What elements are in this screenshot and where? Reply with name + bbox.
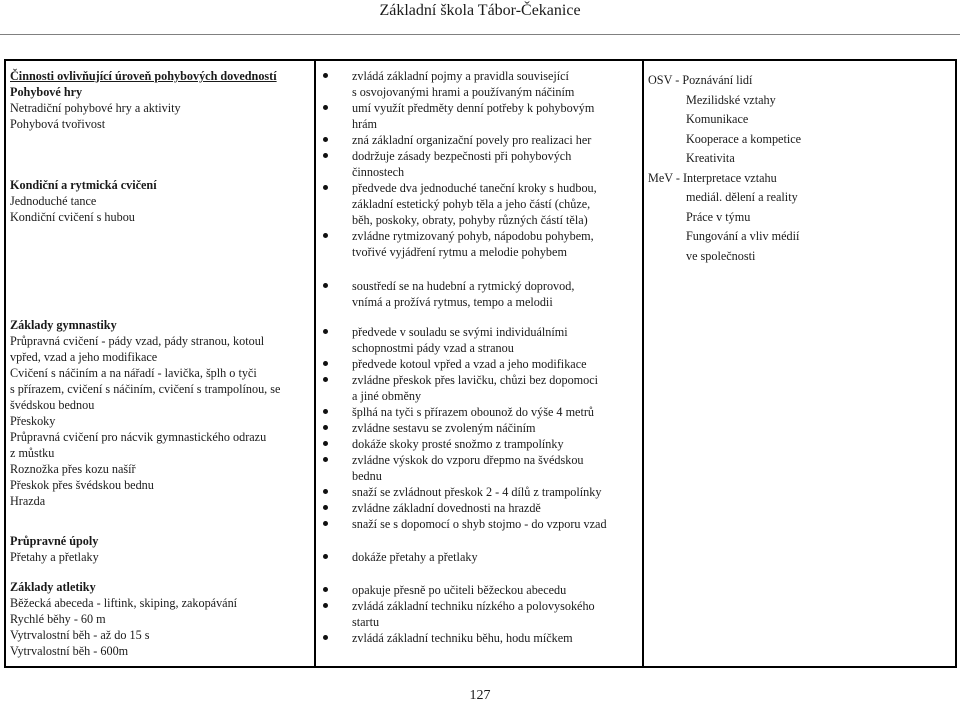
outcome-line: dodržuje zásady bezpečnosti při pohybových (352, 149, 572, 163)
outcomes-list-wrestling (320, 549, 478, 565)
outcome-item (320, 452, 607, 484)
outcome-line: dokáže skoky prosté snožmo z trampolínky (352, 437, 564, 451)
outcome-line: schopnostmi pády vzad a stranou (352, 341, 514, 355)
curriculum-line: Cvičení s náčiním a na nářadí - lavička, šplh o tyči (10, 366, 257, 380)
outcome-item (320, 516, 607, 532)
outcome-item (320, 278, 574, 310)
outcome-item (320, 180, 597, 228)
topic-subitem: Fungování a vliv médií (686, 229, 800, 243)
outcomes-list-gymnastics (320, 324, 607, 532)
table-bottom-border (4, 666, 957, 668)
curriculum-line: švédskou bednou (10, 398, 95, 412)
outcome-line: zvládne sestavu se zvoleným náčiním (352, 421, 536, 435)
outcome-item (320, 228, 597, 260)
curriculum-line: Vytrvalostní běh - až do 15 s (10, 628, 150, 642)
bullet-icon (323, 635, 328, 640)
curriculum-line: Přetahy a přetlaky (10, 550, 99, 564)
outcome-item (320, 372, 607, 404)
outcome-item (320, 148, 597, 180)
outcome-line: zvládne rytmizovaný pohyb, nápodobu pohybem, (352, 229, 594, 243)
outcome-item (320, 324, 607, 356)
outcome-line: zvládne výskok do vzporu dřepmo na švédskou (352, 453, 584, 467)
bullet-icon (323, 105, 328, 110)
topic-subitem: Mezilidské vztahy (686, 92, 776, 107)
curriculum-line: Hrazda (10, 494, 46, 508)
curriculum-line: Průpravná cvičení pro nácvik gymnastického odrazu (10, 430, 267, 444)
curriculum-block-movement-games (10, 68, 277, 132)
outcome-item (320, 356, 607, 372)
topic-subitem: mediál. dělení a reality (686, 190, 798, 204)
outcome-line: dokáže přetahy a přetlaky (352, 550, 478, 564)
outcomes-list-athletics (320, 582, 595, 646)
bullet-icon (323, 137, 328, 142)
outcome-line: startu (352, 615, 380, 629)
curriculum-line: z můstku (10, 446, 55, 460)
page-header-title: Základní škola Tábor-Čekanice (379, 2, 581, 19)
bullet-icon (323, 587, 328, 592)
outcome-line: zvládá základní techniku běhu, hodu míčkem (352, 631, 573, 645)
outcome-line: šplhá na tyči s přírazem obounož do výše 4 metrů (352, 405, 594, 419)
outcome-line: opakuje přesně po učiteli běžeckou abecedu (352, 583, 567, 597)
outcome-line: zvládne přeskok přes lavičku, chůzi bez dopomoci (352, 373, 599, 387)
curriculum-line: Přeskok přes švédskou bednu (10, 478, 154, 492)
outcome-item (320, 582, 595, 598)
outcome-line: běh, poskoky, obraty, pohyby různých částí těla) (352, 213, 588, 227)
outcome-line: zvládá základní pojmy a pravidla související (352, 69, 569, 83)
bullet-icon (323, 554, 328, 559)
curriculum-line: Běžecká abeceda - liftink, skiping, zakopávání (10, 596, 238, 610)
outcome-line: a jiné obměny (352, 389, 422, 403)
outcome-item (320, 484, 607, 500)
bullet-icon (323, 153, 328, 158)
outcome-line: bednu (352, 469, 382, 483)
outcome-item (320, 549, 478, 565)
section-heading: Činnosti ovlivňující úroveň pohybových dovedností (10, 69, 277, 83)
topic-heading: MeV - Interpretace vztahu (648, 170, 777, 185)
curriculum-line: Rychlé běhy - 60 m (10, 612, 106, 626)
outcome-line: hrám (352, 117, 378, 131)
bullet-icon (323, 377, 328, 382)
outcome-item (320, 598, 595, 630)
outcome-line: tvořivé vyjádření rytmu a melodie pohybem (352, 245, 567, 259)
outcome-line: umí využít předměty denní potřeby k pohybovým (352, 101, 595, 115)
column-divider-1 (314, 59, 316, 668)
bullet-icon (323, 521, 328, 526)
curriculum-line: vpřed, vzad a jeho modifikace (10, 350, 158, 364)
outcome-item (320, 436, 607, 452)
outcome-line: předvede v souladu se svými individuálními (352, 325, 568, 339)
curriculum-line: Vytrvalostní běh - 600m (10, 644, 129, 658)
curriculum-line: Přeskoky (10, 414, 56, 428)
outcome-item (320, 132, 597, 148)
bullet-icon (323, 457, 328, 462)
outcome-line: činnostech (352, 165, 405, 179)
outcome-item (320, 100, 597, 132)
outcome-line: předvede dva jednoduché taneční kroky s hudbou, (352, 181, 597, 195)
curriculum-line: Netradiční pohybové hry a aktivity (10, 101, 181, 115)
outcomes-list-games (320, 68, 597, 260)
outcome-line: zvládá základní techniku nízkého a polovysokého (352, 599, 595, 613)
bullet-icon (323, 425, 328, 430)
outcome-line: vnímá a prožívá rytmus, tempo a melodii (352, 295, 553, 309)
outcome-line: snaží se s dopomocí o shyb stojmo - do vzporu vzad (352, 517, 607, 531)
table-left-border (4, 59, 6, 668)
table-right-border (955, 59, 957, 668)
section-heading: Kondiční a rytmická cvičení (10, 178, 157, 192)
topic-subitem: Kooperace a kompetice (686, 131, 802, 146)
bullet-icon (323, 233, 328, 238)
table-top-border (4, 59, 957, 61)
topic-subitem: Práce v týmu (686, 209, 751, 224)
outcome-item (320, 68, 597, 100)
bullet-icon (323, 283, 328, 288)
page-number: 127 (469, 688, 491, 703)
bullet-icon (323, 73, 328, 78)
outcome-line: základní estetický pohyb těla a jeho částí (chůze, (352, 197, 591, 211)
section-heading: Základy atletiky (10, 580, 96, 594)
curriculum-line: Jednoduché tance (10, 194, 97, 208)
curriculum-block-rhythm (10, 177, 157, 225)
cross-curricular-topics (648, 71, 801, 266)
outcome-item (320, 420, 607, 436)
outcomes-list-rhythm (320, 278, 574, 310)
curriculum-line: s přírazem, cvičení s náčiním, cvičení s trampolínou, se (10, 382, 281, 396)
curriculum-block-wrestling (10, 533, 99, 565)
topic-subitem: Komunikace (686, 112, 749, 126)
outcome-line: zvládne základní dovednosti na hrazdě (352, 501, 541, 515)
bullet-icon (323, 489, 328, 494)
bullet-icon (323, 361, 328, 366)
bullet-icon (323, 505, 328, 510)
bullet-icon (323, 185, 328, 190)
outcome-line: snaží se zvládnout přeskok 2 - 4 dílů z trampolínky (352, 485, 602, 499)
curriculum-block-gymnastics (10, 317, 280, 509)
bullet-icon (323, 409, 328, 414)
bullet-icon (323, 329, 328, 334)
outcome-line: předvede kotoul vpřed a vzad a jeho modifikace (352, 357, 587, 371)
curriculum-line: Pohybová tvořivost (10, 117, 106, 131)
curriculum-line: Roznožka přes kozu našíř (10, 462, 136, 476)
section-heading: Pohybové hry (10, 85, 83, 99)
topic-subitem: Kreativita (686, 151, 735, 165)
topic-subitem: ve společnosti (686, 248, 756, 263)
outcome-item (320, 630, 595, 646)
curriculum-block-athletics (10, 579, 237, 659)
column-divider-2 (642, 59, 644, 668)
topic-heading: OSV - Poznávání lidí (648, 73, 753, 87)
outcome-line: soustředí se na hudební a rytmický doprovod, (352, 279, 575, 293)
section-heading: Základy gymnastiky (10, 318, 117, 332)
curriculum-line: Průpravná cvičení - pády vzad, pády stranou, kotoul (10, 334, 265, 348)
bullet-icon (323, 441, 328, 446)
outcome-item (320, 500, 607, 516)
outcome-line: zná základní organizační povely pro realizaci her (352, 133, 592, 147)
curriculum-line: Kondiční cvičení s hubou (10, 210, 135, 224)
bullet-icon (323, 603, 328, 608)
outcome-line: s osvojovanými hrami a používaným náčiním (352, 85, 575, 99)
header-divider (0, 34, 960, 35)
section-heading: Průpravné úpoly (10, 534, 99, 548)
outcome-item (320, 404, 607, 420)
